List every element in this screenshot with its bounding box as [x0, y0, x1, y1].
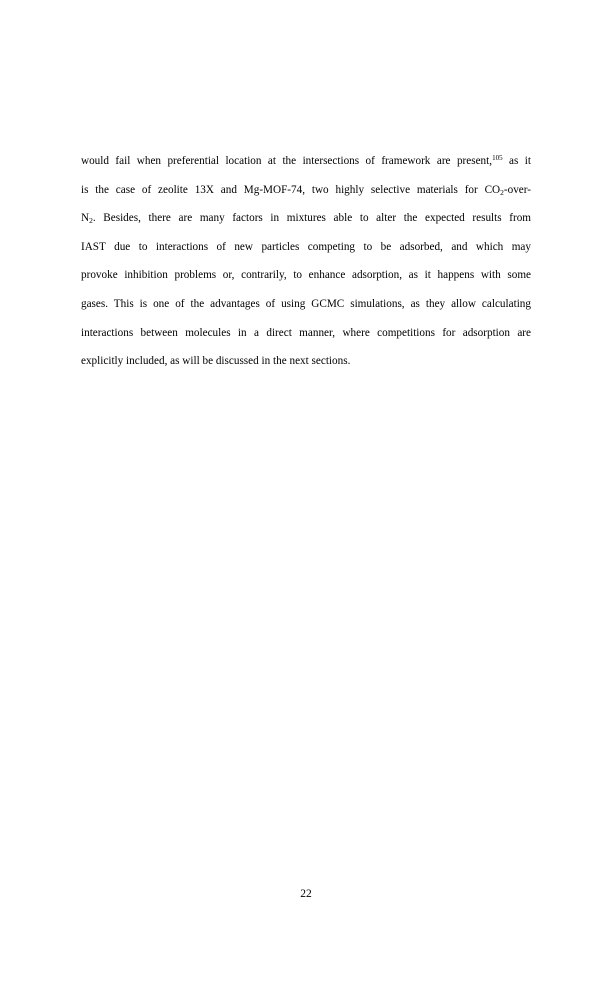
- subscript: 2: [500, 187, 504, 197]
- paragraph-line: IAST due to interactions of new particles competing to be adsorbed, and which may: [81, 240, 531, 253]
- paragraph-line: gases. This is one of the advantages of using GCMC simulations, as they allow calculating: [81, 297, 531, 310]
- text-fragment: . Besides, there are many factors in mixtures able to alter the expected results from: [92, 212, 531, 225]
- paragraph-line: provoke inhibition problems or, contrarily, to enhance adsorption, as it happens with some: [81, 269, 531, 282]
- text-fragment: is the case of zeolite 13X and Mg-MOF-74, two highly selective materials for CO: [81, 183, 501, 196]
- paragraph-line: [81, 147, 531, 176]
- text-fragment: as it: [502, 155, 531, 167]
- text-fragment: -over-: [503, 183, 531, 196]
- paragraph-line: [81, 176, 531, 205]
- page-number: 22: [300, 888, 312, 900]
- paragraph-line: [81, 204, 531, 233]
- citation-reference[interactable]: 105: [492, 154, 503, 162]
- body-paragraph: [81, 147, 531, 376]
- paragraph-line: interactions between molecules in a direct manner, where competitions for adsorption are: [81, 326, 531, 339]
- text-fragment: would fail when preferential location at the intersections of framework are present,: [81, 155, 493, 167]
- paragraph-line: explicitly included, as will be discussed in the next sections.: [81, 355, 351, 368]
- subscript: 2: [89, 216, 93, 226]
- text-fragment: N: [81, 212, 90, 225]
